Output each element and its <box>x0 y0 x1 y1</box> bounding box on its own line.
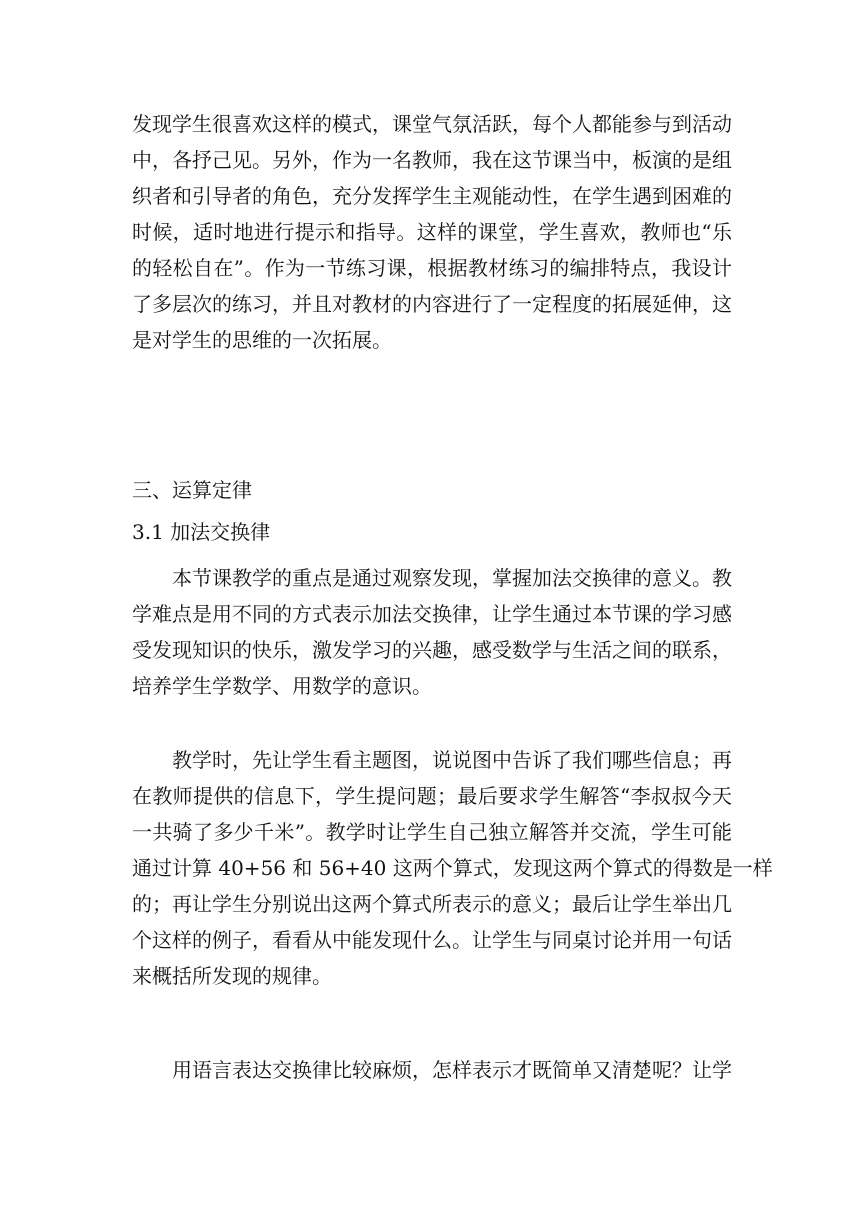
section-heading: 三、运算定律 <box>132 478 252 502</box>
text-line: 来概括所发现的规律。 <box>132 964 332 988</box>
text-line: 学难点是用不同的方式表示加法交换律，让学生通过本节课的学习感 <box>132 602 732 626</box>
text-line: 中，各抒己见。另外，作为一名教师，我在这节课当中，板演的是组 <box>132 148 732 172</box>
text-line: 的轻松自在”。作为一节练习课，根据教材练习的编排特点，我设计 <box>132 256 732 280</box>
text-line: 教学时，先让学生看主题图，说说图中告诉了我们哪些信息；再 <box>172 748 732 772</box>
text-line: 时候，适时地进行提示和指导。这样的课堂，学生喜欢，教师也“乐 <box>132 220 732 244</box>
text-line: 发现学生很喜欢这样的模式，课堂气氛活跃，每个人都能参与到活动 <box>132 112 732 136</box>
paragraph-2 <box>132 742 773 994</box>
text-line: 了多层次的练习，并且对教材的内容进行了一定程度的拓展延伸，这 <box>132 292 732 316</box>
text-line: 在教师提供的信息下，学生提问题；最后要求学生解答“李叔叔今天 <box>132 784 732 808</box>
paragraph-3 <box>132 1052 732 1088</box>
text-line: 的；再让学生分别说出这两个算式所表示的意义；最后让学生举出几 <box>132 892 732 916</box>
text-line: 通过计算 40+56 和 56+40 这两个算式，发现这两个算式的得数是一样 <box>132 856 773 880</box>
text-line: 织者和引导者的角色，充分发挥学生主观能动性，在学生遇到困难的 <box>132 184 732 208</box>
text-line: 受发现知识的快乐，激发学习的兴趣，感受数学与生活之间的联系， <box>132 638 732 662</box>
text-line: 本节课教学的重点是通过观察发现，掌握加法交换律的意义。教 <box>172 566 732 590</box>
paragraph-continuation <box>132 106 732 358</box>
subsection-heading: 3.1 加法交换律 <box>132 520 271 544</box>
text-line: 一共骑了多少千米”。教学时让学生自己独立解答并交流，学生可能 <box>132 820 732 844</box>
text-line: 个这样的例子，看看从中能发现什么。让学生与同桌讨论并用一句话 <box>132 928 732 952</box>
text-line: 用语言表达交换律比较麻烦，怎样表示才既简单又清楚呢？让学 <box>172 1058 732 1082</box>
paragraph-1 <box>132 560 732 704</box>
text-line: 是对学生的思维的一次拓展。 <box>132 328 392 352</box>
text-line: 培养学生学数学、用数学的意识。 <box>132 674 432 698</box>
